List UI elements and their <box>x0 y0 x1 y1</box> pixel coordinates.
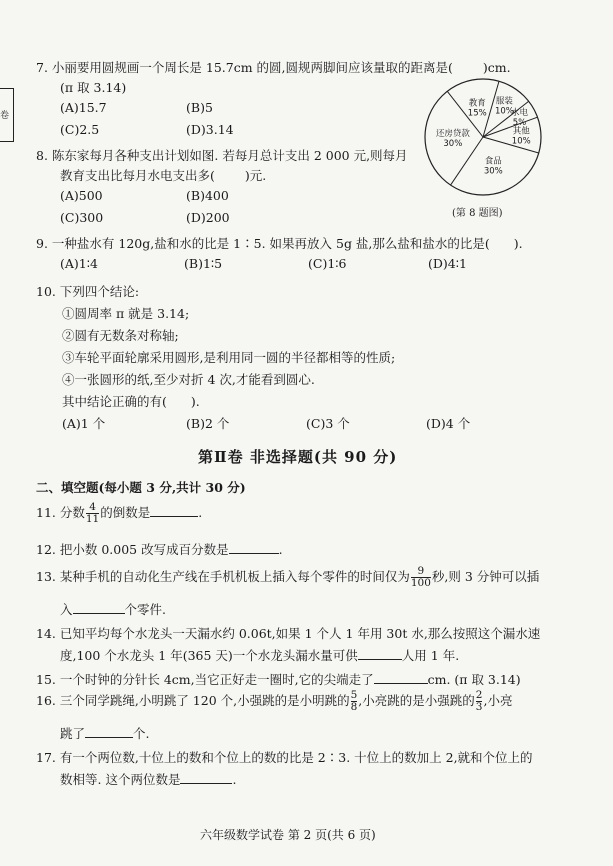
q14-answer-blank[interactable] <box>358 659 402 660</box>
q8-option-b: (B)400 <box>186 188 229 203</box>
q9-option-b: (B)1∶5 <box>184 256 223 271</box>
q11 <box>36 502 202 525</box>
q15 <box>36 670 521 688</box>
q16-answer-blank[interactable] <box>85 737 133 738</box>
q10-ask <box>62 392 200 410</box>
q9-option-a: (A)1∶4 <box>60 256 98 271</box>
q15-post: cm. (π 取 3.14) <box>427 672 521 687</box>
q13-line2-pre: 入 <box>60 602 73 617</box>
q16-line1 <box>36 690 512 713</box>
q8-line1: 8. 陈东家每月各种支出计划如图. 若每月总计支出 2 000 元,则每月 <box>36 148 408 163</box>
q12-answer-blank[interactable] <box>229 553 279 554</box>
q16-fraction-1 <box>351 690 358 713</box>
q14-line2 <box>60 646 459 664</box>
pie-chart-caption: (第 8 题图) <box>452 208 503 219</box>
pie-value-4: 30% <box>483 166 503 177</box>
pie-label-4: 食品 <box>484 156 502 167</box>
q11-post: 的倒数是 <box>100 505 151 521</box>
q7-stem-end: )cm. <box>482 60 511 75</box>
q14-line2-post: 人用 1 年. <box>401 648 460 663</box>
q14-line1: 14. 已知平均每个水龙头一天漏水约 0.06t,如果 1 个人 1 年用 30t 水,那么按照这个漏水速 <box>36 626 541 641</box>
pie-label-1: 服装 <box>495 96 513 107</box>
q13-post: 秒,则 3 分钟可以插 <box>431 569 540 585</box>
q7-option-a: (A)15.7 <box>60 100 107 115</box>
q11-answer-blank[interactable] <box>150 516 198 517</box>
q13-line1 <box>36 566 539 589</box>
q11-fraction <box>86 502 99 525</box>
q8-line2 <box>60 166 266 184</box>
q8-option-c: (C)300 <box>60 210 104 225</box>
q10-ask-end: ). <box>190 394 200 409</box>
q8-stem-end: )元. <box>244 168 267 183</box>
q10-option-a: (A)1 个 <box>62 416 106 431</box>
q10-statement-1: ①圆周率 π 就是 3.14; <box>62 306 190 321</box>
pie-label-5: 还房贷款 <box>435 129 470 140</box>
q7-option-c: (C)2.5 <box>60 122 100 137</box>
q11-fraction-den: 11 <box>85 513 100 526</box>
q16-post: ,小亮 <box>483 693 513 709</box>
q12 <box>36 540 283 558</box>
q10-statement-4: ④一张圆形的纸,至少对折 4 次,才能看到圆心. <box>62 372 315 387</box>
q15-answer-blank[interactable] <box>374 683 428 684</box>
q16-fraction-2 <box>476 690 483 713</box>
q16-line2 <box>60 724 150 742</box>
part2-title: 第Ⅱ卷 非选择题(共 90 分) <box>198 448 398 466</box>
q17-line1: 17. 有一个两位数,十位上的数和个位上的数的比是 2∶3. 十位上的数加上 2,就和个位上的 <box>36 750 533 765</box>
q9-stem: 9. 一种盐水有 120g,盐和水的比是 1∶5. 如果再放入 5g 盐,那么盐和盐水的比是( <box>36 236 490 251</box>
q13-fraction-den: 100 <box>410 577 431 590</box>
q16-fraction-1-den: 8 <box>350 701 358 714</box>
q10-option-b: (B)2 个 <box>186 416 230 431</box>
q13-answer-blank[interactable] <box>73 613 125 614</box>
pie-value-2: 5% <box>512 117 527 128</box>
q11-fraction-num: 4 <box>89 501 96 513</box>
q9-option-c: (C)1∶6 <box>308 256 347 271</box>
q17-line2 <box>60 770 236 788</box>
pie-value-5: 30% <box>443 139 463 150</box>
pie-value-3: 10% <box>511 136 531 147</box>
q16-fraction-2-den: 3 <box>475 701 483 714</box>
q10-option-d: (D)4 个 <box>426 416 471 431</box>
q9-stem-end: ). <box>513 236 523 251</box>
expense-pie-chart <box>418 74 548 200</box>
pie-label-0: 教育 <box>468 98 486 109</box>
q11-end: . <box>198 505 203 521</box>
pie-value-1: 10% <box>494 106 514 117</box>
q15-pre: 15. 一个时钟的分针长 4cm,当它正好走一圈时,它的尖端走了 <box>36 672 374 687</box>
q13-line2 <box>60 600 166 618</box>
q8-option-d: (D)200 <box>186 210 230 225</box>
q16-line2-post: 个. <box>133 726 150 741</box>
pie-value-0: 15% <box>467 108 487 119</box>
q10-statement-3: ③车轮平面轮廓采用圆形,是利用同一圆的半径都相等的性质; <box>62 350 396 365</box>
q17-line2-end: . <box>232 772 237 787</box>
q8-option-a: (A)500 <box>60 188 103 203</box>
q17-answer-blank[interactable] <box>180 783 232 784</box>
q11-pre: 11. 分数 <box>36 505 85 521</box>
q12-text: 12. 把小数 0.005 改写成百分数是 <box>36 542 229 557</box>
q13-pre: 13. 某种手机的自动化生产线在手机机板上插入每个零件的时间仅为 <box>36 569 410 585</box>
q9-option-d: (D)4∶1 <box>428 256 467 271</box>
pie-label-3: 其他 <box>512 126 530 137</box>
q9-line1 <box>36 234 523 252</box>
q8-stem: 教育支出比每月水电支出多( <box>60 168 215 183</box>
q13-fraction <box>411 566 431 589</box>
q17-line2-pre: 数相等. 这个两位数是 <box>60 772 181 787</box>
page-footer: 六年级数学试卷 第 2 页(共 6 页) <box>200 828 376 842</box>
q13-fraction-num: 9 <box>417 565 425 577</box>
q16-pre: 16. 三个同学跳绳,小明跳了 120 个,小强跳的是小明跳的 <box>36 693 350 709</box>
binding-margin-mark: 卷 <box>0 111 10 121</box>
q13-line2-post: 个零件. <box>124 602 166 617</box>
q7-line2: (π 取 3.14) <box>60 80 127 95</box>
q16-fraction-2-num: 2 <box>475 689 483 701</box>
q10-option-c: (C)3 个 <box>306 416 350 431</box>
q7-option-b: (B)5 <box>186 100 213 115</box>
q14-line2-pre: 度,100 个水龙头 1 年(365 天)一个水龙头漏水量可供 <box>60 648 358 663</box>
q7-stem: 7. 小丽要用圆规画一个周长是 15.7cm 的圆,圆规两脚间应该量取的距离是( <box>36 60 453 75</box>
q10-statement-2: ②圆有无数条对称轴; <box>62 328 179 343</box>
q16-fraction-1-num: 5 <box>350 689 358 701</box>
q16-mid: ,小亮跳的是小强跳的 <box>358 693 475 709</box>
q16-line2-pre: 跳了 <box>60 726 86 741</box>
section2-title: 二、填空题(每小题 3 分,共计 30 分) <box>36 480 246 495</box>
q12-end: . <box>278 542 283 557</box>
q10-ask-text: 其中结论正确的有( <box>62 394 167 409</box>
q7-option-d: (D)3.14 <box>186 122 234 137</box>
q10-intro: 10. 下列四个结论: <box>36 284 140 299</box>
pie-label-2: 水电 <box>511 107 529 118</box>
